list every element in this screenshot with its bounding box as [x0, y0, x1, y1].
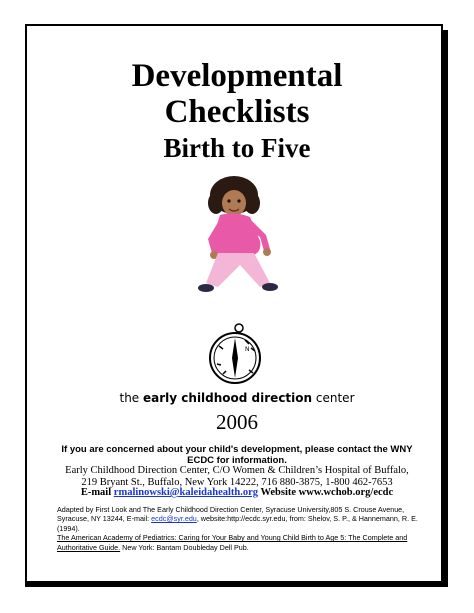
website-text: Website www.wchob.org/ecdc: [258, 487, 394, 498]
address-text: [40, 465, 434, 488]
email-link[interactable]: rmalinowski@kaleidahealth.org: [113, 487, 259, 498]
concern-line-2: ECDC for information.: [187, 455, 287, 466]
concern-text: [40, 444, 434, 466]
concern-line-1: If you are concerned about your child's development, please contact the WNY: [61, 444, 413, 455]
adapted-part-2: Syracuse, NY 13244, E-mail:: [57, 514, 152, 524]
adapted-part-1: Adapted by First Look and The Early Childhood Direction Center, Syracuse University,805 S. Crouse Avenue,: [57, 505, 405, 514]
organization-suffix: center: [312, 391, 355, 405]
adapted-email-link[interactable]: ecdc@syr.edu: [151, 514, 197, 524]
child-photo: [190, 175, 286, 297]
title-line-2: Checklists: [164, 94, 310, 130]
adapted-credits: [57, 505, 422, 552]
address-line-2: 219 Bryant St., Buffalo, New York 14222, 716 880-3875, 1-800 462-7653: [81, 476, 393, 488]
adapted-part-3: , website:http://ecdc.syr.edu, from: Shelov, S. P., & Hannemann, R. E. (1994).: [57, 514, 418, 533]
email-line: [40, 487, 434, 499]
svg-text:N: N: [245, 346, 250, 353]
page-shadow-bottom: [25, 583, 448, 587]
organization-prefix: the: [119, 391, 144, 405]
adapted-publisher: New York: Bantam Doubleday Dell Pub.: [120, 542, 249, 552]
address-line-1: Early Childhood Direction Center, C/O Women & Children’s Hospital of Buffalo,: [65, 465, 409, 476]
title-line-3: Birth to Five: [163, 133, 311, 163]
year: 2006: [216, 410, 258, 434]
organization-name: [0, 390, 474, 406]
adapted-book-title: The American Academy of Pediatrics: Caring for Your Baby and Young Child Birth to Age 5: The Complete and Authoritative Guide.: [57, 533, 408, 552]
title-line-1: Developmental: [131, 58, 343, 94]
compass-logo-icon: [205, 318, 269, 386]
organization-bold: early childhood direction: [143, 391, 313, 405]
email-label: E-mail: [80, 487, 114, 498]
